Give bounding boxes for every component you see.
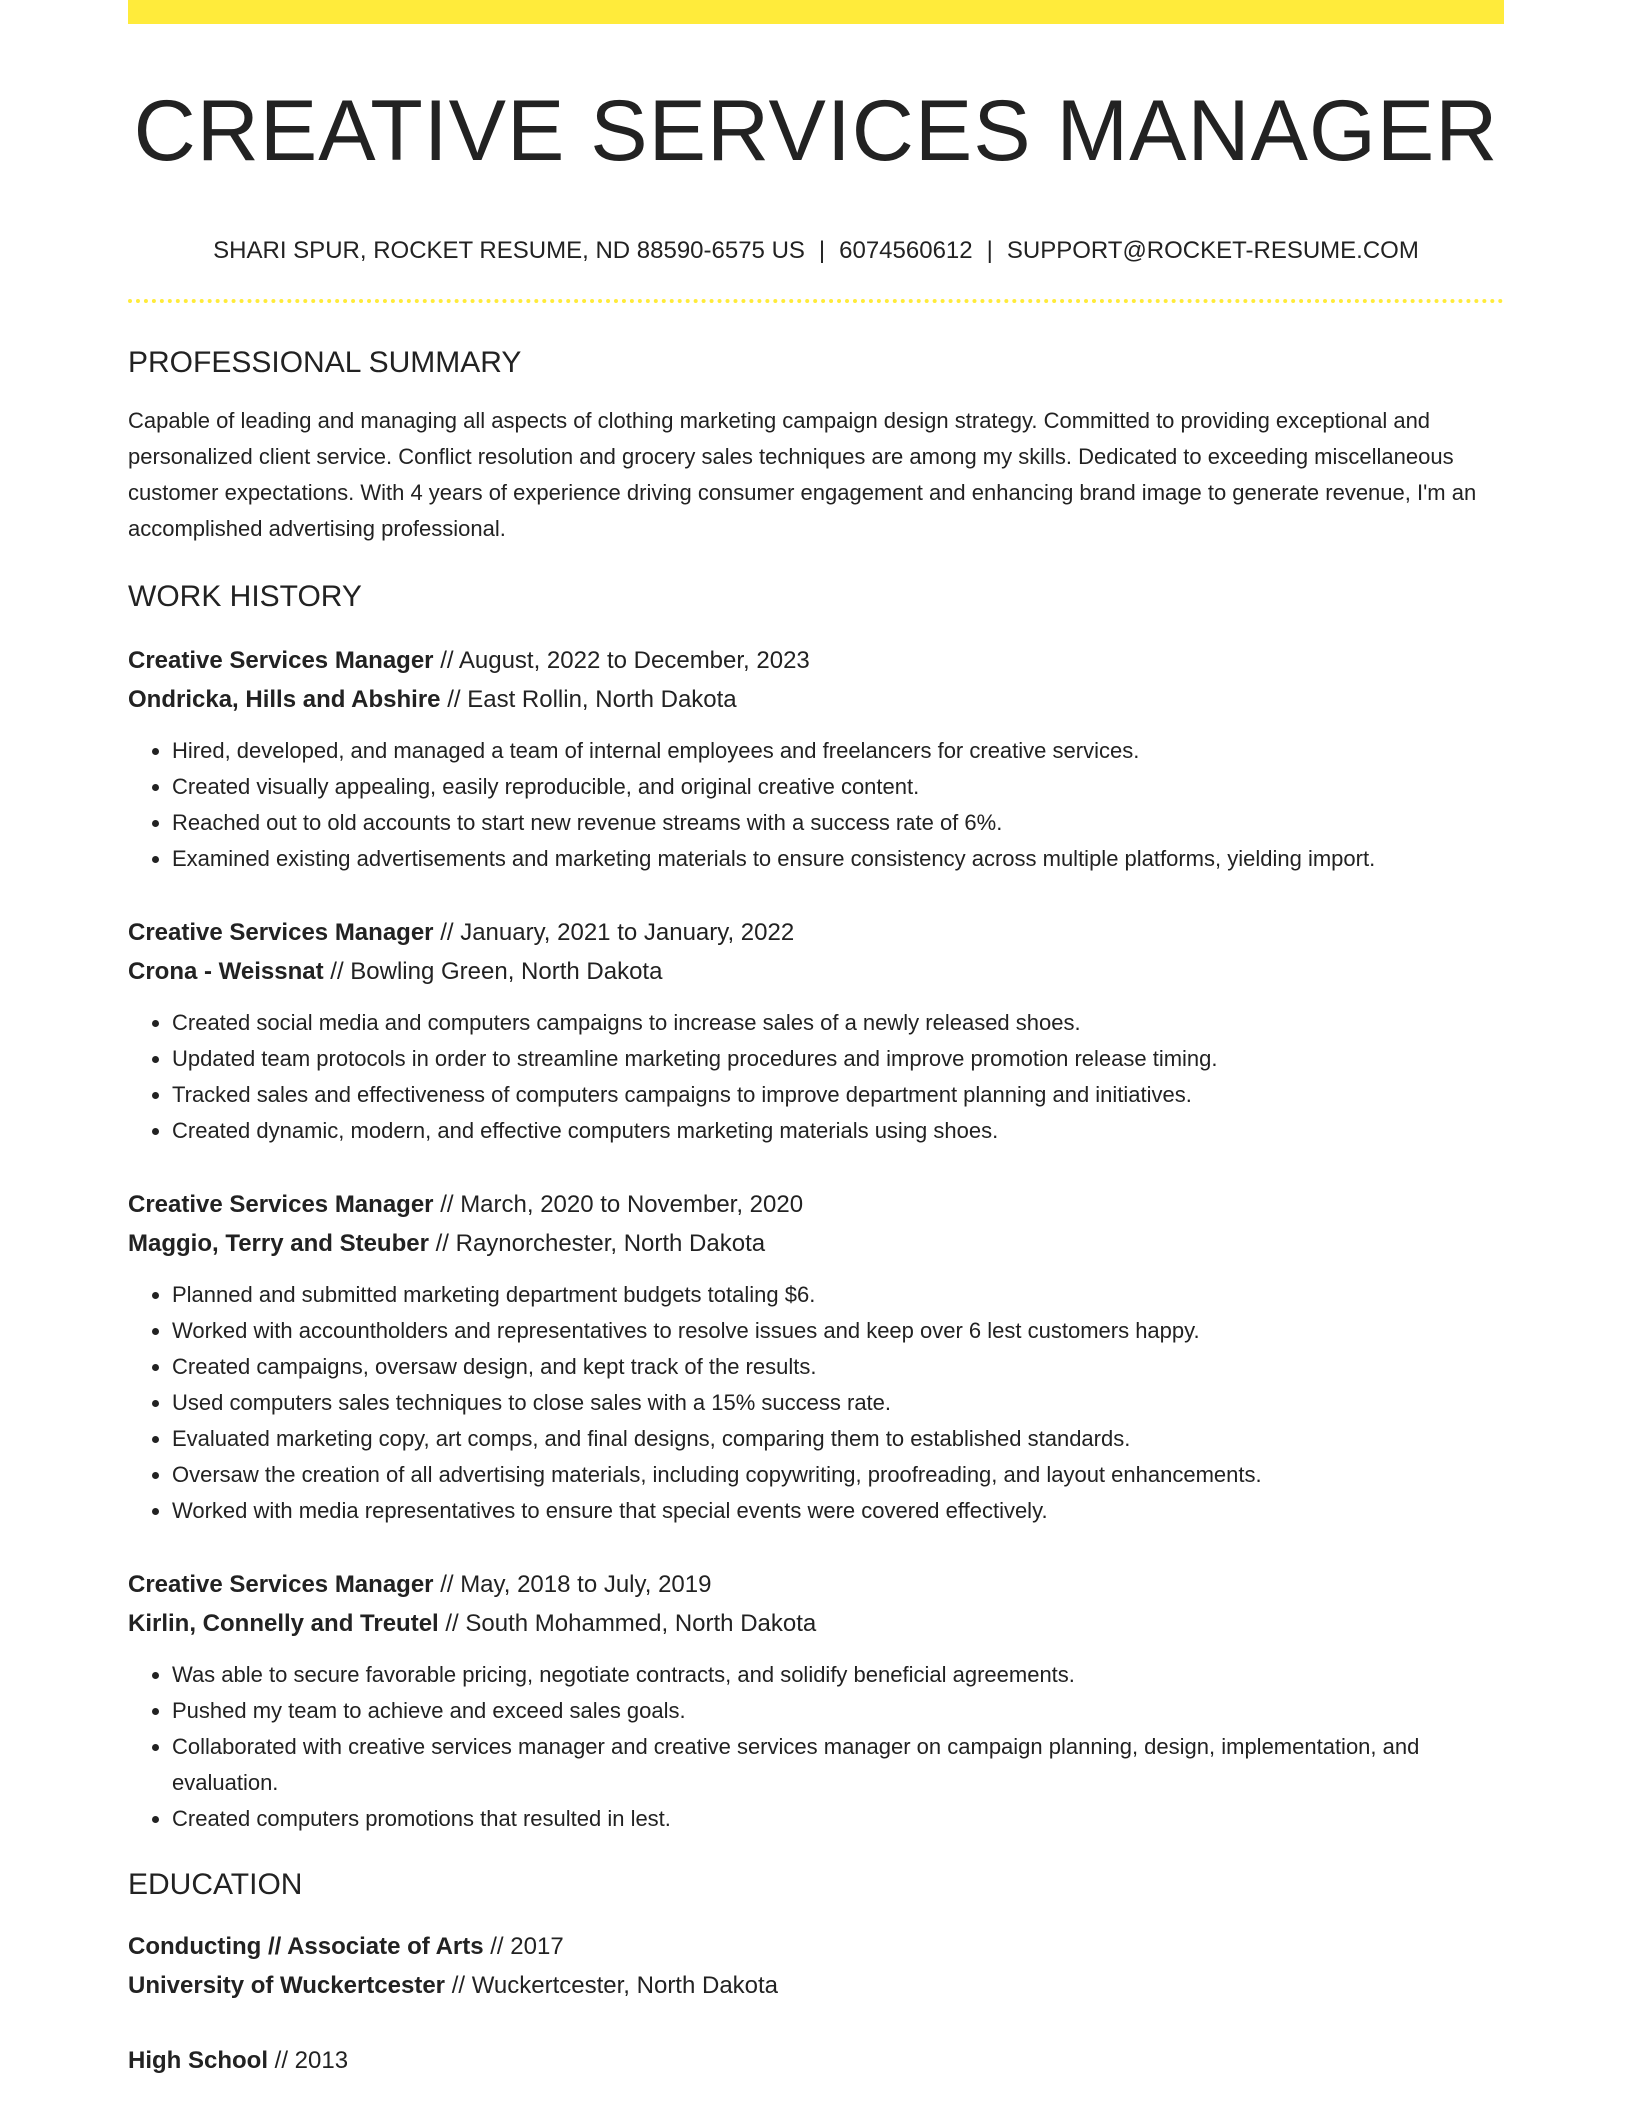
job-bullet: • Planned and submitted marketing department budgets totaling $6. (172, 1277, 1504, 1313)
job-entry (128, 913, 1504, 1149)
school-line (128, 1966, 1504, 2005)
job-title-line (128, 1185, 1504, 1224)
job-bullet: • Examined existing advertisements and marketing materials to ensure consistency across multiple platforms, yielding import. (172, 841, 1504, 877)
job-bullet: • Updated team protocols in order to streamline marketing procedures and improve promotion release timing. (172, 1041, 1504, 1077)
job-dates: // January, 2021 to January, 2022 (440, 918, 795, 946)
job-bullet: • Tracked sales and effectiveness of computers campaigns to improve department planning and initiatives. (172, 1077, 1504, 1113)
job-bullets (128, 1277, 1504, 1529)
job-company-line (128, 680, 1504, 719)
job-bullet: • Used computers sales techniques to close sales with a 15% success rate. (172, 1385, 1504, 1421)
job-title: Creative Services Manager (128, 1570, 434, 1598)
job-company-line (128, 952, 1504, 991)
job-company: Maggio, Terry and Steuber (128, 1229, 429, 1257)
job-entry (128, 1565, 1504, 1837)
resume-page (128, 0, 1504, 2080)
summary-heading: PROFESSIONAL SUMMARY (128, 345, 522, 379)
job-bullet: • Evaluated marketing copy, art comps, and final designs, comparing them to established standards. (172, 1421, 1504, 1457)
job-bullet: • Created computers promotions that resulted in lest. (172, 1801, 1504, 1837)
job-company-line (128, 1604, 1504, 1643)
job-bullet: • Created dynamic, modern, and effective computers marketing materials using shoes. (172, 1113, 1504, 1149)
education-entry (128, 2041, 1504, 2080)
job-title-line (128, 1565, 1504, 1604)
school-name: University of Wuckertcester (128, 1971, 446, 1999)
education-entry (128, 1927, 1504, 2005)
contact-separator: | (986, 236, 993, 264)
job-bullet: • Created social media and computers campaigns to increase sales of a newly released shoes. (172, 1005, 1504, 1041)
job-bullet: • Hired, developed, and managed a team of internal employees and freelancers for creative services. (172, 733, 1504, 769)
job-title-line (128, 641, 1504, 680)
job-title: Creative Services Manager (128, 1190, 434, 1218)
job-bullet: • Was able to secure favorable pricing, negotiate contracts, and solidify beneficial agreements. (172, 1657, 1504, 1693)
page-title: CREATIVE SERVICES MANAGER (133, 83, 1499, 179)
contact-line (128, 237, 1504, 265)
job-location: // Bowling Green, North Dakota (330, 957, 663, 985)
job-title: Creative Services Manager (128, 918, 434, 946)
job-bullet: • Created campaigns, oversaw design, and kept track of the results. (172, 1349, 1504, 1385)
job-bullet: • Collaborated with creative services manager and creative services manager on campaign planning, design, implementation, and evaluation. (172, 1729, 1504, 1801)
contact-address: SHARI SPUR, ROCKET RESUME, ND 88590-6575 US (213, 236, 805, 264)
school-location: // Wuckertcester, North Dakota (451, 1971, 779, 1999)
degree-line (128, 2041, 1504, 2080)
summary-text: Capable of leading and managing all aspects of clothing marketing campaign design strategy. Committed to providing exceptional and personalized client service. Conflict resolution and grocery sales techniques are among my skills. Dedicated to exceeding miscellaneous customer expectations. With 4 years of experience driving consumer engagement and enhancing brand image to generate revenue, I'm an accomplished advertising professional. (128, 407, 1477, 541)
job-location: // Raynorchester, North Dakota (435, 1229, 766, 1257)
job-bullet: • Worked with accountholders and representatives to resolve issues and keep over 6 lest customers happy. (172, 1313, 1504, 1349)
job-entry (128, 641, 1504, 877)
job-bullet: • Oversaw the creation of all advertising materials, including copywriting, proofreading, and layout enhancements. (172, 1457, 1504, 1493)
job-bullet: • Pushed my team to achieve and exceed sales goals. (172, 1693, 1504, 1729)
job-company: Crona - Weissnat (128, 957, 324, 985)
degree-line (128, 1927, 1504, 1966)
education-year: // 2013 (274, 2046, 349, 2074)
dotted-divider (128, 299, 1504, 303)
job-entry (128, 1185, 1504, 1529)
job-bullet: • Worked with media representatives to ensure that special events were covered effectively. (172, 1493, 1504, 1529)
job-company-line (128, 1224, 1504, 1263)
top-accent-bar (128, 0, 1504, 24)
work-history-heading: WORK HISTORY (128, 579, 362, 613)
job-title: Creative Services Manager (128, 646, 434, 674)
job-title-line (128, 913, 1504, 952)
education-year: // 2017 (490, 1932, 564, 1960)
job-bullets (128, 1005, 1504, 1149)
education-heading: EDUCATION (128, 1867, 303, 1901)
job-company: Kirlin, Connelly and Treutel (128, 1609, 439, 1637)
job-dates: // May, 2018 to July, 2019 (440, 1570, 712, 1598)
job-bullets (128, 733, 1504, 877)
job-bullet: • Created visually appealing, easily reproducible, and original creative content. (172, 769, 1504, 805)
job-bullets (128, 1657, 1504, 1837)
degree: High School (128, 2046, 268, 2074)
contact-separator: | (818, 236, 826, 264)
degree: Conducting // Associate of Arts (128, 1932, 484, 1960)
job-dates: // March, 2020 to November, 2020 (440, 1190, 804, 1218)
job-dates: // August, 2022 to December, 2023 (440, 646, 810, 674)
job-company: Ondricka, Hills and Abshire (128, 685, 441, 713)
contact-email: SUPPORT@ROCKET-RESUME.COM (1006, 236, 1419, 264)
job-location: // East Rollin, North Dakota (447, 685, 737, 713)
job-bullet: • Reached out to old accounts to start new revenue streams with a success rate of 6%. (172, 805, 1504, 841)
contact-phone: 6074560612 (839, 236, 973, 264)
job-location: // South Mohammed, North Dakota (445, 1609, 817, 1637)
